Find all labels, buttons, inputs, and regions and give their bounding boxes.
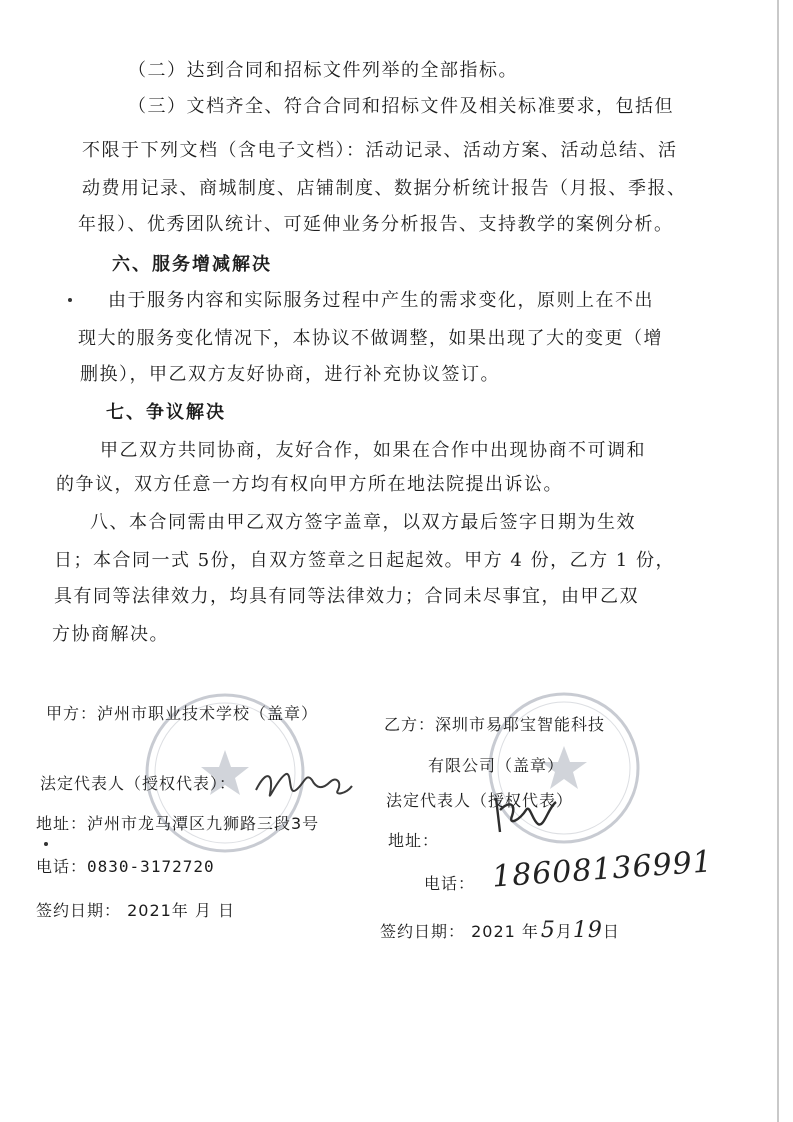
party-a-sign-date: 签约日期： 2021年 月 日 <box>36 901 235 920</box>
party-b-date-suffix: 日 <box>602 922 620 941</box>
clause-3-cont-1: 不限于下列文档（含电子文档）：活动记录、活动方案、活动总结、活 <box>82 140 678 161</box>
scan-speck <box>68 298 72 302</box>
party-a-signature-icon <box>248 760 358 810</box>
scan-speck <box>44 842 48 846</box>
party-a-name: 甲方：泸州市职业技术学校（盖章） <box>46 704 319 723</box>
party-b-phone-handwritten: 18608136991 <box>491 844 714 895</box>
section-7-para-1: 甲乙双方共同协商，友好合作，如果在合作中出现协商不可调和 <box>100 440 646 461</box>
section-8-para-1: 八、本合同需由甲乙双方签字盖章，以双方最后签字日期为生效 <box>90 512 636 533</box>
party-b-representative: 法定代表人（授权代表） <box>386 791 574 810</box>
section-7-para-2: 的争议，双方任意一方均有权向甲方所在地法院提出诉讼。 <box>56 474 563 495</box>
party-b-phone-label: 电话： <box>424 874 476 893</box>
party-a-address: 地址：泸州市龙马潭区九狮路三段3号 <box>36 814 320 833</box>
party-b-name-line-2: 有限公司（盖章） <box>428 756 565 775</box>
clause-3-cont-2: 动费用记录、商城制度、店铺制度、数据分析统计报告（月报、季报、 <box>82 178 687 199</box>
section-6-para-2: 现大的服务变化情况下，本协议不做调整，如果出现了大的变更（增 <box>78 328 663 349</box>
party-b-name-line-1: 乙方：深圳市易耶宝智能科技 <box>384 715 606 734</box>
party-b-date-prefix: 签约日期： 2021 年 <box>380 922 539 941</box>
clause-3-cont-3: 年报）、优秀团队统计、可延伸业务分析报告、支持教学的案例分析。 <box>78 214 674 235</box>
party-b-sign-date <box>380 920 620 943</box>
party-a-phone-row <box>36 856 215 878</box>
section-8-para-3: 具有同等法律效力，均具有同等法律效力；合同未尽事宜，由甲乙双 <box>54 586 639 607</box>
section-6-heading: 六、服务增减解决 <box>112 254 272 275</box>
section-6-para-3: 删换），甲乙双方友好协商，进行补充协议签订。 <box>80 364 500 385</box>
section-7-heading: 七、争议解决 <box>106 402 226 423</box>
section-8-para-4: 方协商解决。 <box>52 624 169 645</box>
scan-edge-line <box>777 0 779 1122</box>
clause-3: （三）文档齐全、符合合同和招标文件及相关标准要求，包括但 <box>128 96 674 117</box>
clause-2: （二）达到合同和招标文件列举的全部指标。 <box>128 60 518 81</box>
party-b-address: 地址： <box>388 831 440 850</box>
party-b-date-day: 19 <box>572 918 603 943</box>
section-6-para-1: 由于服务内容和实际服务过程中产生的需求变化，原则上在不出 <box>108 290 654 311</box>
party-b-date-month: 5 <box>540 918 556 943</box>
section-8-para-2: 日；本合同一式 5份，自双方签章之日起起效。甲方 4 份，乙方 1 份， <box>54 550 675 571</box>
party-b-date-month-unit: 月 <box>555 922 573 941</box>
party-a-representative: 法定代表人（授权代表）： <box>40 774 237 793</box>
party-a-phone: 0830-3172720 <box>87 857 215 876</box>
party-b-signature-icon <box>486 790 566 840</box>
party-a-phone-label: 电话： <box>36 857 88 876</box>
